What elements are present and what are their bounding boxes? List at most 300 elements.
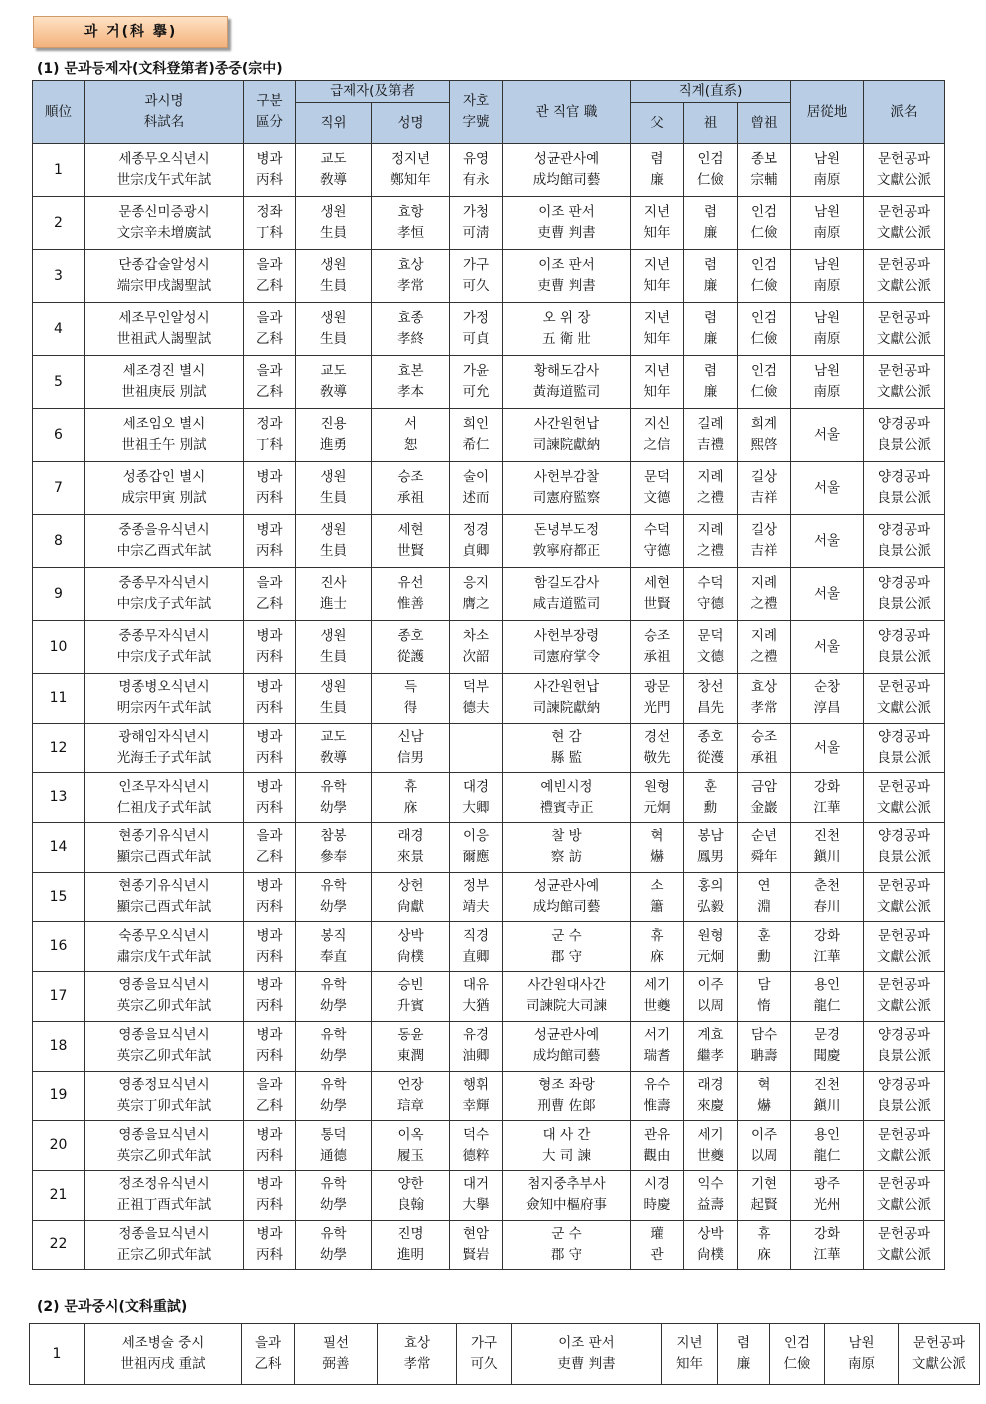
branch-cell: 문헌공파 文獻公派 [899, 1324, 980, 1385]
division-cell: 병과 丙科 [244, 515, 296, 568]
style-name-cell: 대경 大卿 [450, 773, 503, 823]
office-cell: 이조 판서 吏曹 判書 [503, 197, 631, 250]
great-grandfather-cell: 혁 爀 [738, 1071, 791, 1121]
header-style-name: 자호 字號 [450, 81, 503, 144]
table-row [33, 1121, 945, 1171]
rank-cell: 22 [33, 1220, 85, 1270]
grandfather-cell: 창선 昌先 [684, 674, 738, 724]
great-grandfather-cell: 길상 吉祥 [738, 462, 791, 515]
father-cell: 승조 承祖 [631, 621, 684, 674]
branch-cell: 문헌공파 文獻公派 [864, 922, 945, 972]
division-cell: 병과 丙科 [244, 462, 296, 515]
office-cell: 사간원헌납 司諫院獻納 [503, 674, 631, 724]
exam-name-cell: 세조무인알성시 世祖武人謁聖試 [85, 303, 244, 356]
position-cell: 교도 敎導 [296, 356, 372, 409]
rank-cell: 17 [33, 972, 85, 1022]
great-grandfather-cell: 인검 仁儉 [738, 250, 791, 303]
header-residence: 居從地 [791, 81, 864, 144]
great-grandfather-cell: 금암 金巖 [738, 773, 791, 823]
table-row [33, 922, 945, 972]
residence-cell: 서울 [791, 515, 864, 568]
exam-name-cell: 중종을유식년시 中宗乙酉式年試 [85, 515, 244, 568]
position-cell: 교도 敎導 [296, 723, 372, 773]
grandfather-cell: 계효 繼孝 [684, 1021, 738, 1071]
residence-cell: 서울 [791, 409, 864, 462]
branch-cell: 양경공파 良景公派 [864, 568, 945, 621]
style-name-cell: 덕수 德粹 [450, 1121, 503, 1171]
passer-name-cell: 동윤 東潤 [372, 1021, 450, 1071]
passer-name-cell: 득 得 [372, 674, 450, 724]
position-cell: 교도 敎導 [296, 144, 372, 197]
grandfather-cell: 원형 元炯 [684, 922, 738, 972]
great-grandfather-cell: 인검 仁儉 [738, 356, 791, 409]
residence-cell: 진천 鎭川 [791, 1071, 864, 1121]
passer-name-cell: 세현 世賢 [372, 515, 450, 568]
branch-cell: 양경공파 良景公派 [864, 1071, 945, 1121]
residence-cell: 용인 龍仁 [791, 1121, 864, 1171]
branch-cell: 양경공파 良景公派 [864, 515, 945, 568]
position-cell: 참봉 參奉 [296, 823, 372, 873]
table-row [33, 1071, 945, 1121]
rank-cell: 14 [33, 823, 85, 873]
exam-name-cell: 정조정유식년시 正祖丁酉式年試 [85, 1170, 244, 1220]
father-cell: 지년 知年 [662, 1324, 718, 1385]
great-grandfather-cell: 이주 以周 [738, 1121, 791, 1171]
rank-cell: 4 [33, 303, 85, 356]
residence-cell: 서울 [791, 568, 864, 621]
exam-name-cell: 문종신미증광시 文宗辛未增廣試 [85, 197, 244, 250]
father-cell: 지년 知年 [631, 303, 684, 356]
great-grandfather-cell: 승조 承祖 [738, 723, 791, 773]
rank-cell: 1 [30, 1324, 85, 1385]
branch-cell: 양경공파 良景公派 [864, 621, 945, 674]
branch-cell: 양경공파 良景公派 [864, 823, 945, 873]
division-cell: 병과 丙科 [244, 872, 296, 922]
father-cell: 세기 世夔 [631, 972, 684, 1022]
father-cell: 서기 瑞耆 [631, 1021, 684, 1071]
great-grandfather-cell: 기현 起賢 [738, 1170, 791, 1220]
passer-name-cell: 유선 惟善 [372, 568, 450, 621]
residence-cell: 서울 [791, 723, 864, 773]
section-banner: 과 거(科 擧) [33, 16, 228, 48]
office-cell: 찰 방 察 訪 [503, 823, 631, 873]
father-cell: 수덕 守德 [631, 515, 684, 568]
residence-cell: 강화 江華 [791, 922, 864, 972]
table-row [33, 872, 945, 922]
residence-cell: 강화 江華 [791, 773, 864, 823]
father-cell: 세현 世賢 [631, 568, 684, 621]
style-name-cell: 술이 述而 [450, 462, 503, 515]
table-row [33, 462, 945, 515]
great-grandfather-cell: 종보 宗輔 [738, 144, 791, 197]
style-name-cell: 정부 靖夫 [450, 872, 503, 922]
father-cell: 혁 爀 [631, 823, 684, 873]
residence-cell: 용인 龍仁 [791, 972, 864, 1022]
father-cell: 렴 廉 [631, 144, 684, 197]
grandfather-cell: 종호 從濩 [684, 723, 738, 773]
passer-name-cell: 양한 良翰 [372, 1170, 450, 1220]
grandfather-cell: 래경 來慶 [684, 1071, 738, 1121]
father-cell: 지신 之信 [631, 409, 684, 462]
exam-name-cell: 숙종무오식년시 肅宗戊午式年試 [85, 922, 244, 972]
division-cell: 병과 丙科 [244, 1021, 296, 1071]
grandfather-cell: 익수 益壽 [684, 1170, 738, 1220]
division-cell: 병과 丙科 [244, 1220, 296, 1270]
residence-cell: 진천 鎭川 [791, 823, 864, 873]
grandfather-cell: 봉남 鳳男 [684, 823, 738, 873]
office-cell: 예빈시정 禮賓寺正 [503, 773, 631, 823]
division-cell: 정좌 丁科 [244, 197, 296, 250]
style-name-cell: 가윤 可允 [450, 356, 503, 409]
division-cell: 을과 乙科 [244, 250, 296, 303]
passer-name-cell: 서 恕 [372, 409, 450, 462]
great-grandfather-cell: 인검 仁儉 [738, 197, 791, 250]
position-cell: 생원 生員 [296, 250, 372, 303]
rank-cell: 1 [33, 144, 85, 197]
style-name-cell: 대거 大擧 [450, 1170, 503, 1220]
style-name-cell: 행휘 幸輝 [450, 1071, 503, 1121]
office-cell: 성균관사예 成均館司藝 [503, 144, 631, 197]
father-cell: 광문 光門 [631, 674, 684, 724]
great-grandfather-cell: 담수 聃壽 [738, 1021, 791, 1071]
position-cell: 유학 幼學 [296, 773, 372, 823]
division-cell: 병과 丙科 [244, 723, 296, 773]
passer-name-cell: 정지년 鄭知年 [372, 144, 450, 197]
office-cell: 군 수 郡 守 [503, 922, 631, 972]
position-cell: 생원 生員 [296, 303, 372, 356]
father-cell: 지년 知年 [631, 250, 684, 303]
division-cell: 을과 乙科 [244, 356, 296, 409]
style-name-cell: 유경 油卿 [450, 1021, 503, 1071]
exam-name-cell: 세조임오 별시 世祖壬午 別試 [85, 409, 244, 462]
style-name-cell: 희인 希仁 [450, 409, 503, 462]
division-cell: 정과 丁科 [244, 409, 296, 462]
grandfather-cell: 렴 廉 [684, 197, 738, 250]
office-cell: 황해도감사 黃海道監司 [503, 356, 631, 409]
office-cell: 돈녕부도정 敦寧府都正 [503, 515, 631, 568]
table-row [33, 250, 945, 303]
residence-cell: 남원 南原 [791, 303, 864, 356]
style-name-cell: 직경 直卿 [450, 922, 503, 972]
branch-cell: 양경공파 良景公派 [864, 1021, 945, 1071]
residence-cell: 서울 [791, 621, 864, 674]
rank-cell: 18 [33, 1021, 85, 1071]
branch-cell: 양경공파 良景公派 [864, 462, 945, 515]
position-cell: 생원 生員 [296, 621, 372, 674]
exam-name-cell: 영종을묘식년시 英宗乙卯式年試 [85, 1121, 244, 1171]
branch-cell: 문헌공파 文獻公派 [864, 773, 945, 823]
table-row [33, 144, 945, 197]
exam-name-cell: 중종무자식년시 中宗戊子式年試 [85, 621, 244, 674]
division-cell: 을과 乙科 [244, 568, 296, 621]
style-name-cell: 응지 膺之 [450, 568, 503, 621]
great-grandfather-cell: 인검 仁儉 [770, 1324, 825, 1385]
office-cell: 사간원대사간 司諫院大司諫 [503, 972, 631, 1022]
style-name-cell: 가구 可久 [457, 1324, 512, 1385]
branch-cell: 문헌공파 文獻公派 [864, 872, 945, 922]
grandfather-cell: 훈 勳 [684, 773, 738, 823]
office-cell: 이조 판서 吏曹 判書 [512, 1324, 662, 1385]
position-cell: 유학 幼學 [296, 1021, 372, 1071]
division-cell: 병과 丙科 [244, 144, 296, 197]
great-grandfather-cell: 길상 吉祥 [738, 515, 791, 568]
grandfather-cell: 지례 之禮 [684, 462, 738, 515]
table-row [33, 621, 945, 674]
section-2-title: (2) 문과중시(文科重試) [37, 1299, 188, 1315]
position-cell: 유학 幼學 [296, 972, 372, 1022]
passer-name-cell: 효상 孝常 [378, 1324, 457, 1385]
father-cell: 시경 時慶 [631, 1170, 684, 1220]
style-name-cell: 가청 可淸 [450, 197, 503, 250]
passer-name-cell: 상박 尙樸 [372, 922, 450, 972]
office-cell: 성균관사예 成均館司藝 [503, 1021, 631, 1071]
exam-name-cell: 현종기유식년시 顯宗己酉式年試 [85, 872, 244, 922]
rank-cell: 21 [33, 1170, 85, 1220]
division-cell: 병과 丙科 [244, 1121, 296, 1171]
header-exam: 과시명 科試名 [85, 81, 244, 144]
position-cell: 진사 進士 [296, 568, 372, 621]
position-cell: 봉직 奉直 [296, 922, 372, 972]
great-grandfather-cell: 휴 庥 [738, 1220, 791, 1270]
great-grandfather-cell: 담 惰 [738, 972, 791, 1022]
passer-name-cell: 래경 來景 [372, 823, 450, 873]
rank-cell: 16 [33, 922, 85, 972]
father-cell: 지년 知年 [631, 197, 684, 250]
table-row [33, 1220, 945, 1270]
passer-name-cell: 이옥 履玉 [372, 1121, 450, 1171]
division-cell: 병과 丙科 [244, 1170, 296, 1220]
passer-name-cell: 언장 琂章 [372, 1071, 450, 1121]
passer-name-cell: 승빈 升賓 [372, 972, 450, 1022]
division-cell: 병과 丙科 [244, 674, 296, 724]
exam-passers-table [32, 80, 945, 1270]
passer-name-cell: 진명 進明 [372, 1220, 450, 1270]
grandfather-cell: 세기 世夔 [684, 1121, 738, 1171]
table-row [33, 1021, 945, 1071]
exam-name-cell: 영종을묘식년시 英宗乙卯式年試 [85, 1021, 244, 1071]
passer-name-cell: 상헌 尙獻 [372, 872, 450, 922]
table-row [30, 1324, 980, 1385]
table-row [33, 773, 945, 823]
grandfather-cell: 문덕 文德 [684, 621, 738, 674]
exam-name-cell: 세조병술 중시 世祖丙戌 重試 [85, 1324, 242, 1385]
residence-cell: 남원 南原 [791, 250, 864, 303]
exam-name-cell: 세종무오식년시 世宗戊午式年試 [85, 144, 244, 197]
rank-cell: 8 [33, 515, 85, 568]
table-row [33, 197, 945, 250]
position-cell: 유학 幼學 [296, 872, 372, 922]
branch-cell: 문헌공파 文獻公派 [864, 197, 945, 250]
rank-cell: 6 [33, 409, 85, 462]
grandfather-cell: 인검 仁儉 [684, 144, 738, 197]
residence-cell: 춘천 春川 [791, 872, 864, 922]
passer-name-cell: 효본 孝本 [372, 356, 450, 409]
branch-cell: 문헌공파 文獻公派 [864, 1170, 945, 1220]
rank-cell: 11 [33, 674, 85, 724]
table-row [33, 515, 945, 568]
exam-name-cell: 광해임자식년시 光海壬子式年試 [85, 723, 244, 773]
office-cell: 사헌부감찰 司憲府監察 [503, 462, 631, 515]
exam-name-cell: 단종갑술알성시 端宗甲戌謁聖試 [85, 250, 244, 303]
header-name: 성명 [372, 103, 450, 144]
office-cell: 함길도감사 咸吉道監司 [503, 568, 631, 621]
style-name-cell: 가정 可貞 [450, 303, 503, 356]
passer-name-cell: 종호 從護 [372, 621, 450, 674]
branch-cell: 문헌공파 文獻公派 [864, 303, 945, 356]
division-cell: 을과 乙科 [244, 823, 296, 873]
table-row [33, 674, 945, 724]
residence-cell: 광주 光州 [791, 1170, 864, 1220]
exam-name-cell: 명종병오식년시 明宗丙午式年試 [85, 674, 244, 724]
office-cell: 현 감 縣 監 [503, 723, 631, 773]
branch-cell: 문헌공파 文獻公派 [864, 144, 945, 197]
passer-name-cell: 효항 孝恒 [372, 197, 450, 250]
office-cell: 대 사 간 大 司 諫 [503, 1121, 631, 1171]
grandfather-cell: 렴 廉 [684, 250, 738, 303]
father-cell: 소 簫 [631, 872, 684, 922]
rank-cell: 13 [33, 773, 85, 823]
table-row [33, 303, 945, 356]
rank-cell: 2 [33, 197, 85, 250]
style-name-cell: 유영 有永 [450, 144, 503, 197]
header-branch: 派名 [864, 81, 945, 144]
style-name-cell: 이응 爾應 [450, 823, 503, 873]
branch-cell: 문헌공파 文獻公派 [864, 972, 945, 1022]
office-cell: 오 위 장 五 衛 壯 [503, 303, 631, 356]
table-row [33, 823, 945, 873]
residence-cell: 강화 江華 [791, 1220, 864, 1270]
father-cell: 지년 知年 [631, 356, 684, 409]
header-office: 관 직官 職 [503, 81, 631, 144]
position-cell: 생원 生員 [296, 674, 372, 724]
passer-name-cell: 휴 庥 [372, 773, 450, 823]
rank-cell: 15 [33, 872, 85, 922]
office-cell: 사간원헌납 司諫院獻納 [503, 409, 631, 462]
office-cell: 형조 좌랑 刑曹 佐郞 [503, 1071, 631, 1121]
rank-cell: 7 [33, 462, 85, 515]
grandfather-cell: 이주 以周 [684, 972, 738, 1022]
residence-cell: 남원 南原 [791, 356, 864, 409]
branch-cell: 양경공파 良景公派 [864, 409, 945, 462]
passer-name-cell: 승조 承祖 [372, 462, 450, 515]
grandfather-cell: 길례 吉禮 [684, 409, 738, 462]
position-cell: 통덕 通德 [296, 1121, 372, 1171]
table-row [33, 409, 945, 462]
father-cell: 관유 觀由 [631, 1121, 684, 1171]
exam-name-cell: 영종을묘식년시 英宗乙卯式年試 [85, 972, 244, 1022]
grandfather-cell: 홍의 弘毅 [684, 872, 738, 922]
great-grandfather-cell: 지례 之禮 [738, 568, 791, 621]
header-rank: 順位 [33, 81, 85, 144]
great-grandfather-cell: 인검 仁儉 [738, 303, 791, 356]
style-name-cell: 차소 次韶 [450, 621, 503, 674]
grandfather-cell: 수덕 守德 [684, 568, 738, 621]
rank-cell: 20 [33, 1121, 85, 1171]
exam-name-cell: 세조경진 별시 世祖庚辰 別試 [85, 356, 244, 409]
style-name-cell: 현암 賢岩 [450, 1220, 503, 1270]
style-name-cell: 대유 大猶 [450, 972, 503, 1022]
position-cell: 생원 生員 [296, 197, 372, 250]
header-position: 직위 [296, 103, 372, 144]
office-cell: 군 수 郡 守 [503, 1220, 631, 1270]
father-cell: 휴 庥 [631, 922, 684, 972]
table-row [33, 972, 945, 1022]
passer-name-cell: 효종 孝終 [372, 303, 450, 356]
division-cell: 병과 丙科 [244, 922, 296, 972]
residence-cell: 서울 [791, 462, 864, 515]
rank-cell: 5 [33, 356, 85, 409]
grandfather-cell: 상박 尙樸 [684, 1220, 738, 1270]
division-cell: 을과 乙科 [244, 303, 296, 356]
position-cell: 유학 幼學 [296, 1170, 372, 1220]
grandfather-cell: 렴 廉 [718, 1324, 770, 1385]
rank-cell: 10 [33, 621, 85, 674]
division-cell: 병과 丙科 [244, 773, 296, 823]
residence-cell: 남원 南原 [791, 144, 864, 197]
header-father: 父 [631, 103, 684, 144]
great-grandfather-cell: 희계 熙啓 [738, 409, 791, 462]
retest-table [29, 1323, 980, 1385]
position-cell: 유학 幼學 [296, 1071, 372, 1121]
style-name-cell: 정경 貞卿 [450, 515, 503, 568]
father-cell: 문덕 文德 [631, 462, 684, 515]
office-cell: 사헌부장령 司憲府掌令 [503, 621, 631, 674]
grandfather-cell: 지례 之禮 [684, 515, 738, 568]
position-cell: 유학 幼學 [296, 1220, 372, 1270]
header-division: 구분 區分 [244, 81, 296, 144]
rank-cell: 9 [33, 568, 85, 621]
office-cell: 첨지중추부사 僉知中樞府事 [503, 1170, 631, 1220]
branch-cell: 양경공파 良景公派 [864, 723, 945, 773]
grandfather-cell: 렴 廉 [684, 356, 738, 409]
style-name-cell: 덕부 德夫 [450, 674, 503, 724]
great-grandfather-cell: 지례 之禮 [738, 621, 791, 674]
branch-cell: 문헌공파 文獻公派 [864, 356, 945, 409]
table-row [33, 356, 945, 409]
table-row [33, 568, 945, 621]
section-1-title: (1) 문과등제자(文科登第者)종중(宗中) [37, 61, 283, 77]
exam-name-cell: 정종을묘식년시 正宗乙卯式年試 [85, 1220, 244, 1270]
style-name-cell: 가구 可久 [450, 250, 503, 303]
header-passer: 급제자(及第者 [296, 81, 450, 103]
division-cell: 을과 乙科 [244, 1071, 296, 1121]
division-cell: 병과 丙科 [244, 621, 296, 674]
residence-cell: 남원 南原 [791, 197, 864, 250]
rank-cell: 12 [33, 723, 85, 773]
rank-cell: 3 [33, 250, 85, 303]
exam-name-cell: 성종갑인 별시 成宗甲寅 別試 [85, 462, 244, 515]
exam-name-cell: 중종무자식년시 中宗戊子式年試 [85, 568, 244, 621]
residence-cell: 문경 聞慶 [791, 1021, 864, 1071]
position-cell: 생원 生員 [296, 515, 372, 568]
branch-cell: 문헌공파 文獻公派 [864, 674, 945, 724]
father-cell: 원형 元炯 [631, 773, 684, 823]
position-cell: 필선 弼善 [295, 1324, 378, 1385]
table-row [33, 1170, 945, 1220]
great-grandfather-cell: 효상 孝常 [738, 674, 791, 724]
exam-name-cell: 현종기유식년시 顯宗己酉式年試 [85, 823, 244, 873]
great-grandfather-cell: 순년 舜年 [738, 823, 791, 873]
rank-cell: 19 [33, 1071, 85, 1121]
residence-cell: 순창 淳昌 [791, 674, 864, 724]
father-cell: 경선 敬先 [631, 723, 684, 773]
position-cell: 생원 生員 [296, 462, 372, 515]
branch-cell: 문헌공파 文獻公派 [864, 1220, 945, 1270]
branch-cell: 문헌공파 文獻公派 [864, 1121, 945, 1171]
exam-name-cell: 영종정묘식년시 英宗丁卯式年試 [85, 1071, 244, 1121]
passer-name-cell: 효상 孝常 [372, 250, 450, 303]
father-cell: 瓘 관 [631, 1220, 684, 1270]
